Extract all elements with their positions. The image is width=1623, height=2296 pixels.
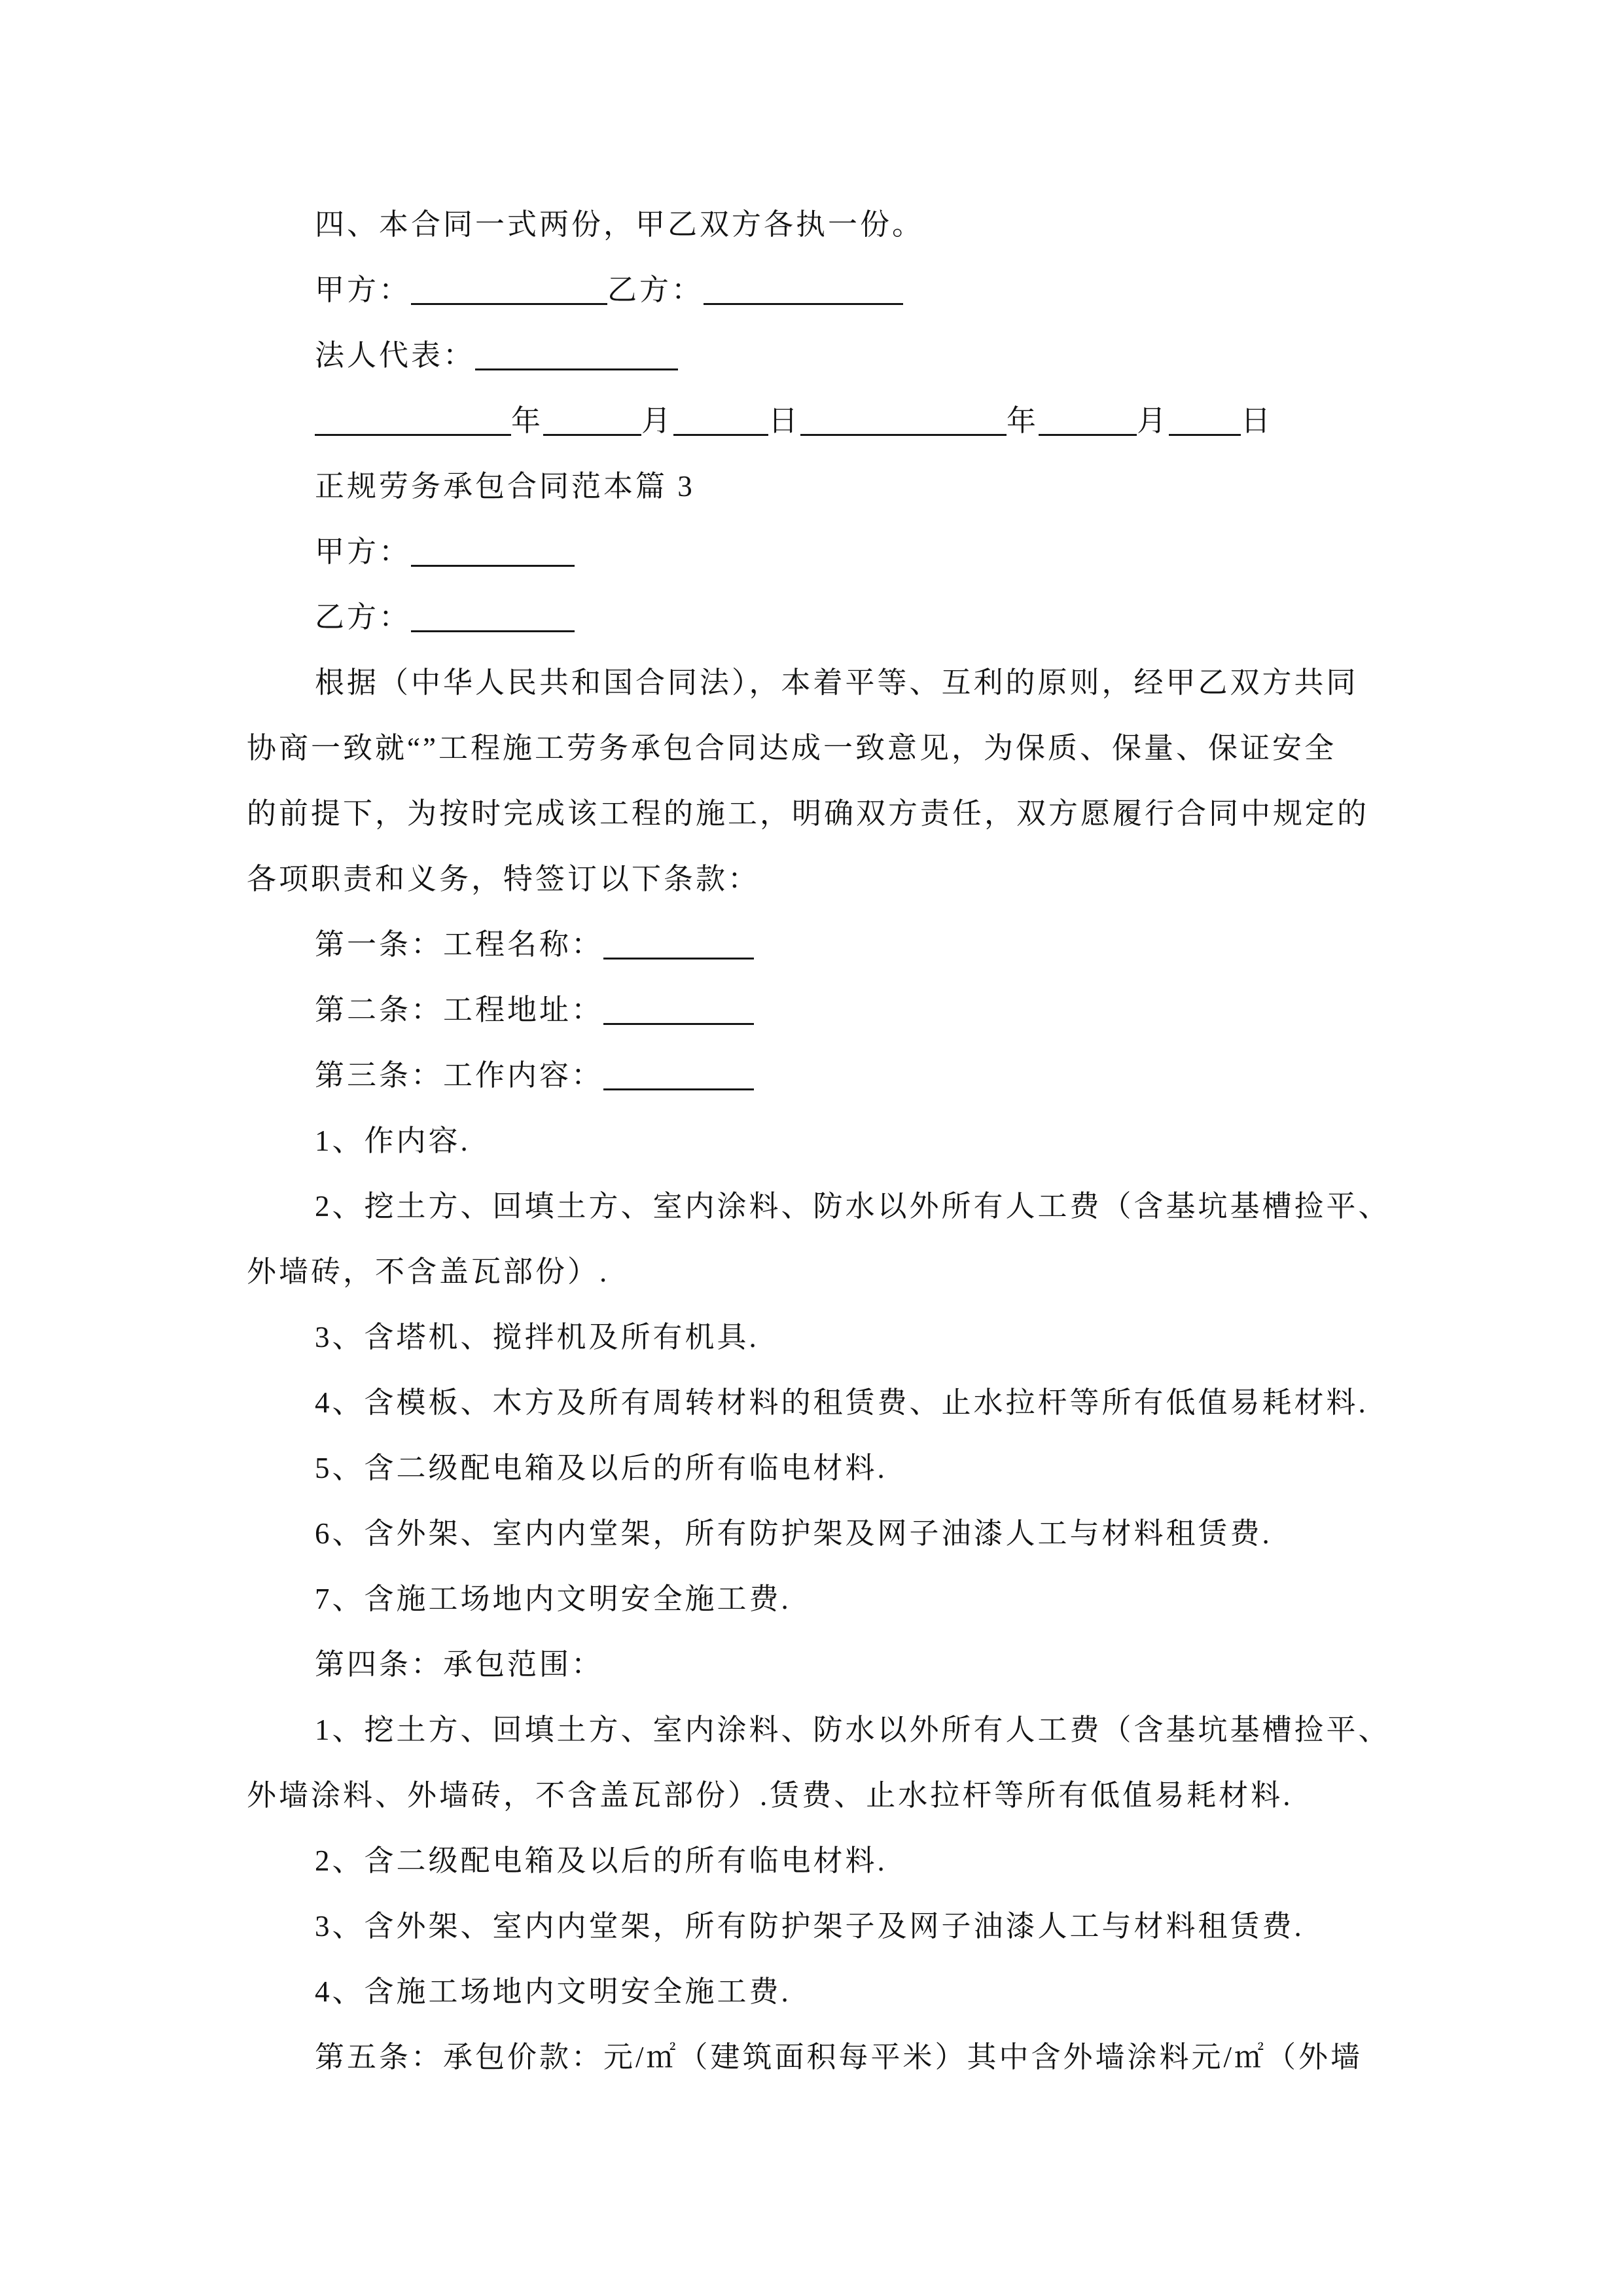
- blank-underline: [603, 958, 754, 960]
- text-segment: 协商一致就“”工程施工劳务承包合同达成一致意见，为保质、保量、保证安全: [247, 732, 1336, 764]
- blank-underline: [315, 434, 511, 436]
- blank-underline: [411, 630, 575, 632]
- document-line: [247, 977, 1427, 1043]
- text-segment: 第三条：工作内容：: [315, 1059, 604, 1092]
- document-line: [247, 1828, 1427, 1893]
- text-segment: 5、含二级配电箱及以后的所有临电材料.: [315, 1452, 887, 1484]
- text-segment: 年: [1007, 404, 1039, 437]
- text-segment: 乙方：: [315, 601, 412, 634]
- text-segment: 4、含施工场地内文明安全施工费.: [315, 1975, 791, 2008]
- blank-underline: [800, 434, 1007, 436]
- text-segment: 第四条：承包范围：: [315, 1648, 604, 1681]
- blank-underline: [411, 565, 575, 567]
- document-line: [247, 1239, 1427, 1304]
- text-segment: 2、含二级配电箱及以后的所有临电材料.: [315, 1844, 887, 1877]
- text-segment: 第二条：工程地址：: [315, 994, 604, 1026]
- text-segment: 根据（中华人民共和国合同法），本着平等、互利的原则，经甲乙双方共同: [315, 666, 1359, 699]
- text-segment: 7、含施工场地内文明安全施工费.: [315, 1583, 791, 1615]
- text-segment: 各项职责和义务，特签订以下条款：: [247, 863, 760, 895]
- text-segment: 甲方：: [315, 274, 412, 306]
- document-line: [247, 2024, 1427, 2090]
- text-segment: 6、含外架、室内内堂架，所有防护架及网子油漆人工与材料租赁费.: [315, 1517, 1272, 1550]
- document-line: [247, 454, 1427, 519]
- text-segment: 第一条：工程名称：: [315, 928, 604, 961]
- text-segment: 2、挖土方、回填土方、室内涂料、防水以外所有人工费（含基坑基槽捡平、: [315, 1190, 1391, 1223]
- text-segment: 正规劳务承包合同范本篇 3: [315, 470, 695, 503]
- document-line: [247, 650, 1427, 715]
- text-segment: 乙方：: [607, 274, 704, 306]
- blank-underline: [543, 434, 641, 436]
- document-line: [247, 1632, 1427, 1697]
- text-segment: 4、含模板、木方及所有周转材料的租赁费、止水拉杆等所有低值易耗材料.: [315, 1386, 1368, 1419]
- document-line: [247, 192, 1427, 257]
- document-line: [247, 388, 1427, 454]
- text-segment: 1、挖土方、回填土方、室内涂料、防水以外所有人工费（含基坑基槽捡平、: [315, 1713, 1391, 1746]
- document-line: [247, 715, 1427, 781]
- blank-underline: [603, 1023, 754, 1025]
- document-line: [247, 846, 1427, 912]
- text-segment: 日: [768, 404, 801, 437]
- document-line: [247, 1108, 1427, 1174]
- document-line: [247, 1763, 1427, 1828]
- document-line: [247, 1501, 1427, 1566]
- blank-underline: [1169, 434, 1241, 436]
- document-line: [247, 1304, 1427, 1370]
- document-line: [247, 584, 1427, 650]
- text-segment: 日: [1241, 404, 1274, 437]
- document-line: [247, 912, 1427, 977]
- document-line: [247, 323, 1427, 388]
- document-line: [247, 1435, 1427, 1501]
- document-line: [247, 1174, 1427, 1239]
- document-line: [247, 1959, 1427, 2024]
- text-segment: 年: [511, 404, 544, 437]
- text-segment: 月: [641, 404, 674, 437]
- text-segment: 第五条：承包价款：元/㎡（建筑面积每平米）其中含外墙涂料元/㎡（外墙: [315, 2041, 1363, 2073]
- blank-underline: [704, 303, 903, 305]
- document-line: [247, 519, 1427, 584]
- text-segment: 月: [1137, 404, 1169, 437]
- document-line: [247, 781, 1427, 846]
- text-segment: 的前提下，为按时完成该工程的施工，明确双方责任，双方愿履行合同中规定的: [247, 797, 1370, 830]
- text-segment: 四、本合同一式两份，甲乙双方各执一份。: [315, 208, 925, 241]
- text-segment: 甲方：: [315, 535, 412, 568]
- text-segment: 外墙涂料、外墙砖，不含盖瓦部份）.赁费、止水拉杆等所有低值易耗材料.: [247, 1779, 1293, 1812]
- blank-underline: [603, 1088, 754, 1090]
- text-segment: 法人代表：: [315, 339, 476, 372]
- document-line: [247, 1043, 1427, 1108]
- document-line: [247, 257, 1427, 323]
- document-line: [247, 1697, 1427, 1763]
- text-segment: 3、含塔机、搅拌机及所有机具.: [315, 1321, 759, 1354]
- text-segment: 外墙砖，不含盖瓦部份）.: [247, 1255, 610, 1288]
- blank-underline: [411, 303, 607, 305]
- text-segment: 1、作内容.: [315, 1124, 471, 1157]
- text-segment: 3、含外架、室内内堂架，所有防护架子及网子油漆人工与材料租赁费.: [315, 1910, 1304, 1943]
- blank-underline: [673, 434, 768, 436]
- document-line: [247, 1893, 1427, 1959]
- blank-underline: [475, 368, 678, 370]
- document-line: [247, 1566, 1427, 1632]
- blank-underline: [1039, 434, 1137, 436]
- document-line: [247, 1370, 1427, 1435]
